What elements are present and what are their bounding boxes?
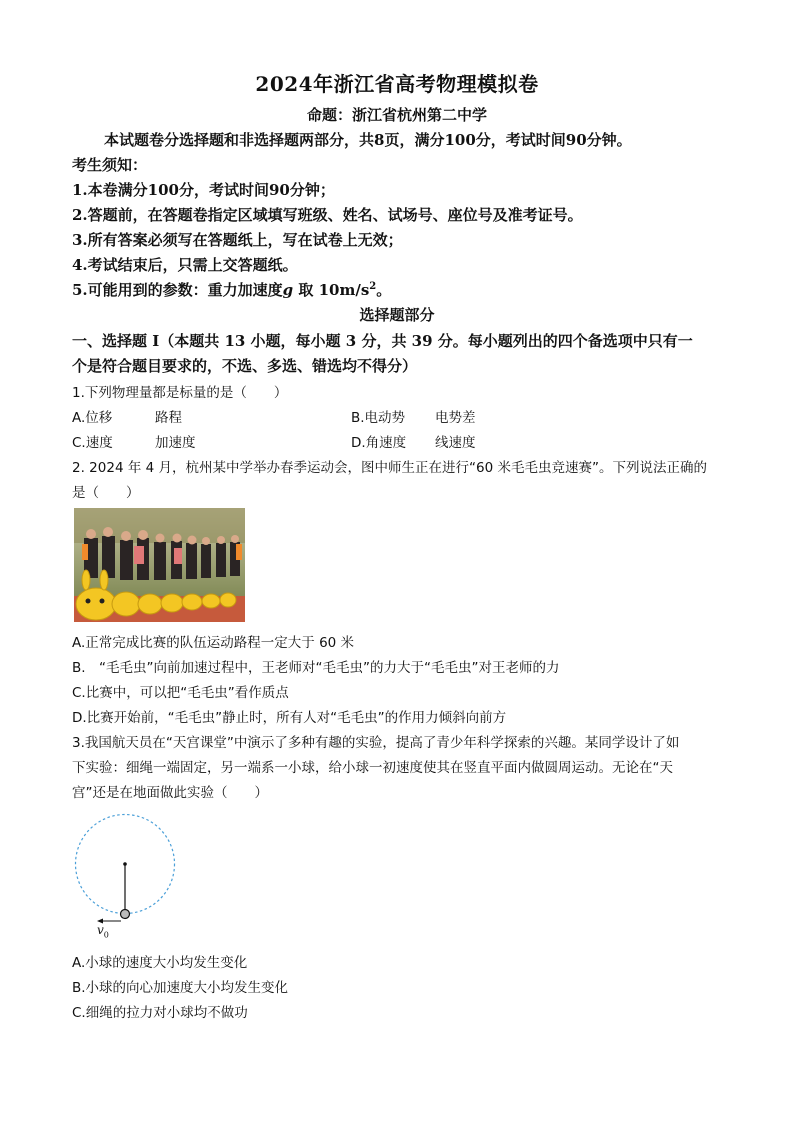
note-item-1: 1.本卷满分100分，考试时间90分钟； (72, 181, 335, 199)
note-item-2: 2.答题前，在答题卷指定区域填写班级、姓名、试场号、座位号及准考证号。 (72, 206, 583, 224)
q1-option-c-text: 加速度 (155, 435, 196, 451)
exam-title: 2024年浙江省高考物理模拟卷 (255, 72, 539, 96)
q1-option-a-letter: A.位移 (72, 410, 113, 426)
section-instruction-1: 一、选择题 I（本题共 13 小题，每小题 3 分，共 39 分。每小题列出的四个备选项中只有一 (72, 332, 693, 350)
ball (121, 910, 130, 919)
velocity-label (97, 923, 109, 939)
caterpillar-race-photo (74, 508, 245, 622)
note-item-4: 4.考试结束后，只需上交答题纸。 (72, 256, 298, 274)
param-mid: 取 10m/s (293, 281, 370, 299)
param-prefix: 5.可能用到的参数：重力加速度 (72, 281, 283, 299)
q2-stem-line-1: 2. 2024 年 4 月，杭州某中学举办春季运动会，图中师生正在进行“60 米毛毛虫竞速赛”。下列说法正确的 (72, 460, 707, 476)
circular-motion-diagram (70, 808, 190, 943)
q2-option-d: D.比赛开始前，“毛毛虫”静止时，所有人对“毛毛虫”的作用力倾斜向前方 (72, 710, 507, 726)
q2-stem-line-2: 是（ ） (72, 485, 140, 501)
note-item-3: 3.所有答案必须写在答题纸上，写在试卷上无效； (72, 231, 403, 249)
note-item-5 (72, 279, 391, 300)
q2-option-c: C.比赛中，可以把“毛毛虫”看作质点 (72, 685, 289, 701)
q1-option-b-letter: B.电动势 (351, 410, 406, 426)
exam-author: 命题：浙江省杭州第二中学 (306, 106, 487, 124)
q1-option-d-text: 线速度 (435, 435, 476, 451)
param-sup: 2 (369, 281, 377, 292)
q1-option-c-letter: C.速度 (72, 435, 113, 451)
velocity-label-main: v (97, 923, 104, 937)
exam-intro: 本试题卷分选择题和非选择题两部分，共8页，满分100分，考试时间90分钟。 (104, 131, 632, 149)
q3-option-b: B.小球的向心加速度大小均发生变化 (72, 980, 289, 996)
q3-stem-line-2: 下实验：细绳一端固定，另一端系一小球，给小球一初速度使其在竖直平面内做圆周运动。无论在“天 (72, 760, 673, 776)
section-instruction-2: 个是符合题目要求的，不选、多选、错选均不得分） (72, 357, 418, 375)
q1-option-b-text: 电势差 (435, 410, 476, 426)
q2-option-b: B. “毛毛虫”向前加速过程中，王老师对“毛毛虫”的力大于“毛毛虫”对王老师的力 (72, 660, 560, 676)
notes-heading: 考生须知： (72, 156, 148, 174)
param-end: 。 (376, 281, 392, 299)
q2-option-a: A.正常完成比赛的队伍运动路程一定大于 60 米 (72, 635, 355, 651)
velocity-label-sub: 0 (103, 930, 109, 940)
q1-option-a-text: 路程 (155, 410, 182, 426)
q3-option-a: A.小球的速度大小均发生变化 (72, 955, 248, 971)
param-var: g (282, 281, 294, 299)
section-title: 选择题部分 (359, 306, 435, 324)
q3-stem-line-1: 3.我国航天员在“天宫课堂”中演示了多种有趣的实验，提高了青少年科学探索的兴趣。某同学设计了如 (72, 735, 680, 751)
q1-stem: 1.下列物理量都是标量的是（ ） (72, 385, 288, 401)
q3-stem-line-3: 宫”还是在地面做此实验（ ） (72, 785, 268, 801)
q1-option-d-letter: D.角速度 (351, 435, 407, 451)
q3-option-c: C.细绳的拉力对小球均不做功 (72, 1005, 248, 1021)
